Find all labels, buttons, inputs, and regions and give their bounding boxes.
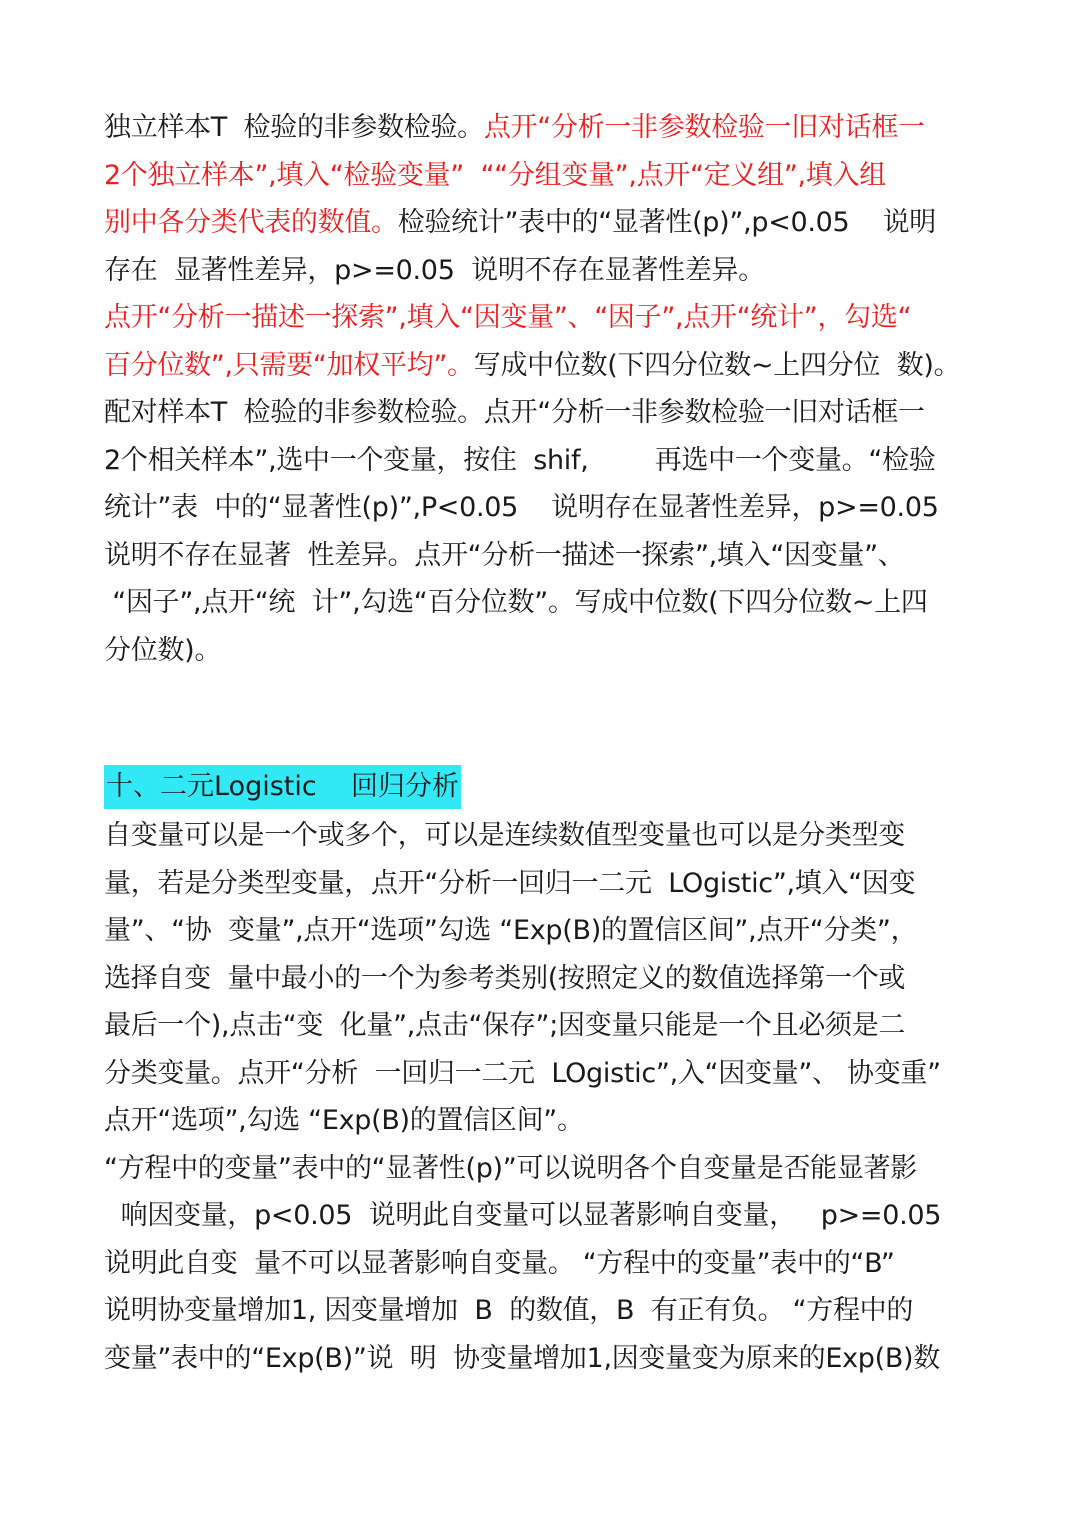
paragraph-line: 说明此自变 量不可以显著影响自变量。 “方程中的变量”表中的“B” (104, 1247, 895, 1279)
paragraph-line (104, 484, 1004, 532)
paragraph-line: 自变量可以是一个或多个，可以是连续数值型变量也可以是分类型变 (104, 820, 905, 851)
text-run-highlighted: 别中各分类代表的数值。 (104, 207, 398, 238)
text-run: 检验统计”表中的“显著性(p)”,p<0.05 说明 (397, 207, 936, 238)
text-run: 存在 显著性差异，p>=0.05 说明不存在显著性差异。 (104, 254, 765, 286)
paragraph-line (104, 152, 1004, 200)
paragraph-line (104, 342, 1004, 390)
section-nonparametric-tests (104, 104, 1004, 674)
paragraph-line (104, 579, 1004, 627)
text-run: 说明不存在显著 性差异。点开“分析一描述一探索”,填入“因变量”、 (104, 539, 905, 571)
paragraph-line: 响因变量，p<0.05 说明此自变量可以显著影响自变量， p>=0.05 (104, 1200, 942, 1231)
paragraph-line: 分类变量。点开“分析 一回归一二元 LOgistic”,入“因变量”、 协变重” (104, 1057, 941, 1089)
paragraph-line (104, 389, 1004, 437)
paragraph-line (104, 532, 1004, 580)
text-run-highlighted: 点开“分析一非参数检验一旧对话框一 (483, 112, 925, 143)
paragraph-line: 变量”表中的“Exp(B)”说 明 协变量增加1,因变量变为原来的Exp(B)数 (104, 1342, 940, 1374)
text-run: 写成中位数(下四分位数~上四分位 数)。 (473, 349, 961, 381)
paragraph-line (104, 247, 1004, 295)
paragraph-line (104, 104, 1004, 152)
text-run: 2个相关样本”,选中一个变量，按住 shif, 再选中一个变量。“检验 (104, 444, 936, 476)
paragraph-line: 点开“选项”,勾选 “Exp(B)的置信区间”。 (104, 1105, 584, 1136)
paragraph-line (104, 199, 1004, 247)
paragraph-line: “方程中的变量”表中的“显著性(p)”可以说明各个自变量是否能显著影 (104, 1152, 917, 1184)
text-run: 分位数)。 (104, 634, 222, 666)
section-heading: 十、二元Logistic 回归分析 (104, 765, 461, 809)
paragraph-line: 说明协变量增加1, 因变量增加 B 的数值，B 有正有负。 “方程中的 (104, 1295, 914, 1326)
text-run-highlighted: 点开“分析一描述一探索”,填入“因变量”、“因子”,点开“统计”，勾选“ (104, 302, 912, 333)
section-heading-row (104, 765, 1004, 812)
paragraph-line: 最后一个),点击“变 化量”,点击“保存”;因变量只能是一个且必须是二 (104, 1010, 906, 1041)
text-run: 配对样本T 检验的非参数检验。点开“分析一非参数检验一旧对话框一 (104, 397, 925, 428)
text-run-highlighted: 2个独立样本”,填入“检验变量” ““分组变量”,点开“定义组”,填入组 (104, 159, 886, 191)
paragraph-line: 量”、“协 变量”,点开“选项”勾选 “Exp(B)的置信区间”,点开“分类”， (104, 915, 918, 946)
paragraph-line: 选择自变 量中最小的一个为参考类别(按照定义的数值选择第一个或 (104, 962, 906, 994)
paragraph-line: 量，若是分类型变量，点开“分析一回归一二元 LOgistic”,填入“因变 (104, 867, 916, 899)
text-run-highlighted: 百分位数”,只需要“加权平均”。 (104, 349, 474, 381)
section-binary-logistic-regression (104, 765, 1004, 1382)
text-run: “因子”,点开“统 计”,勾选“百分位数”。写成中位数(下四分位数~上四 (104, 587, 928, 618)
paragraph-line (104, 627, 1004, 675)
paragraph-line (104, 294, 1004, 342)
text-run: 独立样本T 检验的非参数检验。 (104, 112, 484, 143)
text-run: 统计”表 中的“显著性(p)”,P<0.05 说明存在显著性差异，p>=0.05 (104, 492, 939, 523)
paragraph-line (104, 437, 1004, 485)
